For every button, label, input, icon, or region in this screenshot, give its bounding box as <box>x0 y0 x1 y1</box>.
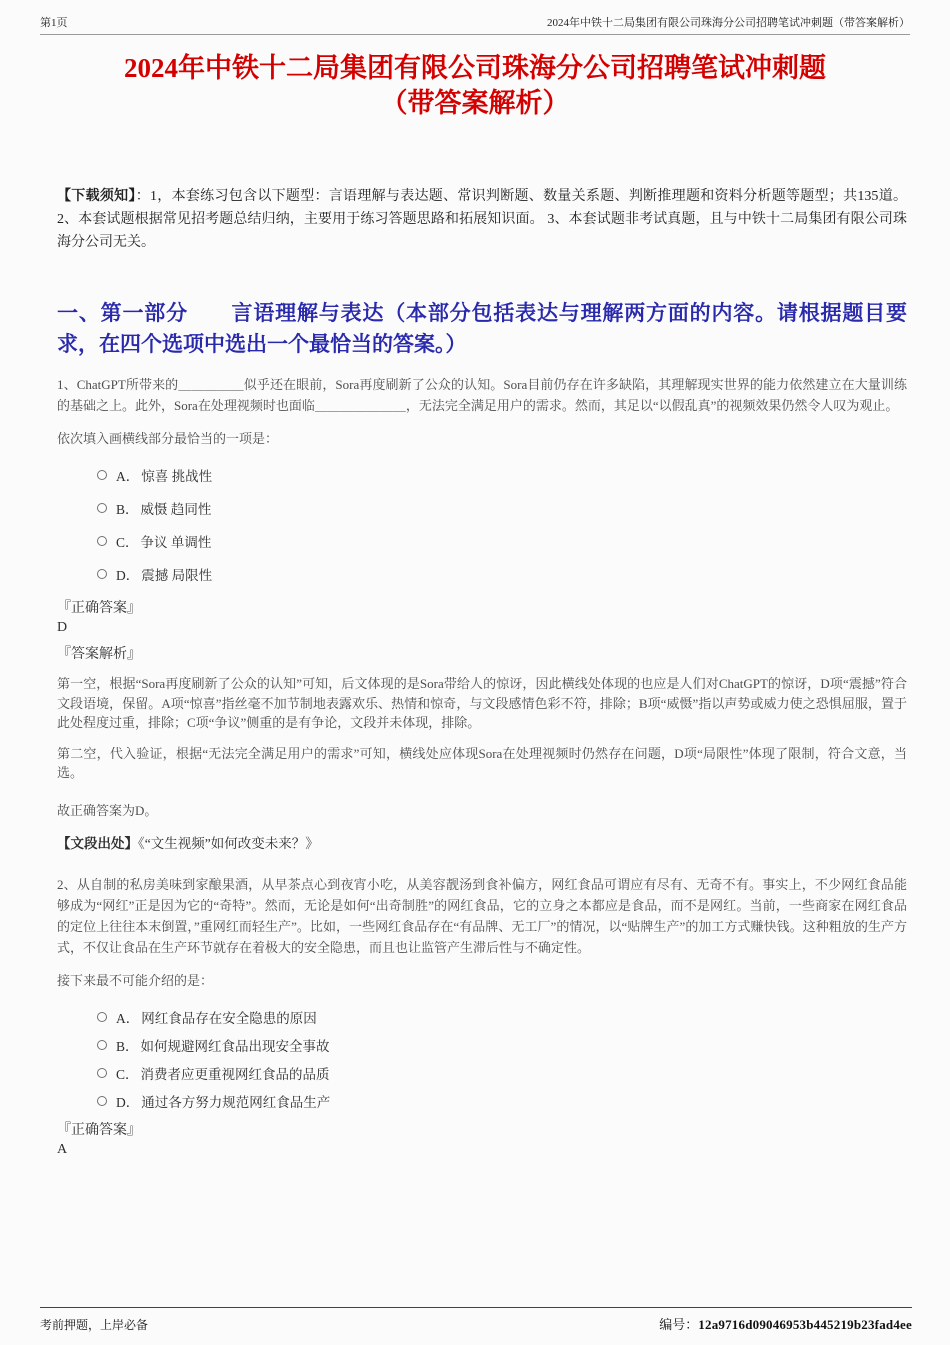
option-row-a <box>97 1007 907 1027</box>
option-label: D． <box>116 1094 140 1110</box>
section-heading: 一、第一部分 言语理解与表达（本部分包括表达与理解两方面的内容。请根据题目要求，在四个选项中选出一个最恰当的答案。） <box>57 301 907 356</box>
analysis-paragraph-1: 第一空，根据“Sora再度刷新了公众的认知”可知，后文体现的是Sora带给人的惊讶，因此横线处体现的也应是人们对ChatGPT的惊讶，D项“震撼”符合文段语境，保留。A项“惊喜”指丝毫不加节制地表露欢乐、热情和惊奇，与文段感情色彩不符，排除；B项“威慑”指以声势或威力使之恐惧屈服，置于此处程度过重，排除；C项“争议”侧重的是有争论，文段并未体现，排除。 <box>57 676 907 730</box>
radio-button[interactable] <box>97 503 107 513</box>
document-title <box>40 51 910 121</box>
question-1 <box>57 374 907 852</box>
option-label: D． <box>116 568 140 583</box>
option-label: A． <box>116 469 140 484</box>
download-notice <box>57 185 907 254</box>
analysis-paragraph-2: 第二空，代入验证，根据“无法完全满足用户的需求”可知，横线处应体现Sora在处理视频时仍然存在问题，D项“局限性”体现了限制，符合文意，当选。 <box>57 745 907 780</box>
page-number: 第1页 <box>40 17 68 29</box>
option-label: B． <box>116 502 139 517</box>
option-text: 网红食品存在安全隐患的原因 <box>141 1010 317 1026</box>
radio-button[interactable] <box>97 1012 107 1022</box>
radio-button[interactable] <box>97 1096 107 1106</box>
option-text: 如何规避网红食品出现安全事故 <box>140 1038 330 1054</box>
option-label: B． <box>116 1038 139 1054</box>
option-label: C． <box>116 535 139 550</box>
footer-serial-label: 编号： <box>659 1317 699 1332</box>
option-text: 惊喜 挑战性 <box>141 469 213 484</box>
question-1-options <box>97 465 907 584</box>
download-notice-label: 【下载须知】 <box>57 189 136 204</box>
question-1-prompt: 依次填入画横线部分最恰当的一项是： <box>57 431 279 446</box>
footer-serial-value: 12a9716d09046953b445219b23fad4ee <box>698 1317 912 1332</box>
question-1-stem: 1、ChatGPT所带来的＿＿＿＿＿似乎还在眼前，Sora再度刷新了公众的认知。Sora目前仍存在许多缺陷，其理解现实世界的能力依然建立在大量训练的基础之上。此外，Sora在处理视频时也面临＿＿＿＿＿＿＿，无法完全满足用户的需求。然而，其足以“以假乱真”的视频效果仍然令人叹为观止。 <box>57 377 907 413</box>
option-row-c <box>97 1063 907 1083</box>
option-label: A． <box>116 1010 140 1026</box>
radio-button[interactable] <box>97 536 107 546</box>
document-title-line2: （带答案解析） <box>380 88 570 118</box>
analysis-label: 『答案解析』 <box>57 647 141 662</box>
passage-source-title: 《“文生视频”如何改变未来？》 <box>138 835 319 851</box>
analysis-conclusion: 故正确答案为D。 <box>57 802 158 818</box>
option-row-b <box>97 498 907 518</box>
correct-answer-label: 『正确答案』 <box>57 1122 141 1138</box>
passage-source-label: 【文段出处】 <box>57 835 138 851</box>
option-text: 震撼 局限性 <box>141 568 213 583</box>
document-content <box>57 185 907 1158</box>
option-text: 争议 单调性 <box>140 535 212 550</box>
correct-answer-value: D <box>57 620 68 635</box>
header-doc-title: 2024年中铁十二局集团有限公司珠海分公司招聘笔试冲刺题（带答案解析） <box>547 17 910 29</box>
radio-button[interactable] <box>97 569 107 579</box>
option-text: 威慑 趋同性 <box>140 502 212 517</box>
passage-source <box>57 832 907 852</box>
download-notice-text: ：1，本套练习包含以下题型：言语理解与表达题、常识判断题、数量关系题、判断推理题和资料分析题等题型；共135道。 2、本套试题根据常见招考题总结归纳，主要用于练习答题思路和拓展知识面。 3、本套试题非考试真题，且与中铁十二局集团有限公司珠海分公司无关。 <box>57 189 908 250</box>
question-2-options <box>97 1007 907 1111</box>
radio-button[interactable] <box>97 1068 107 1078</box>
option-row-a <box>97 465 907 485</box>
radio-button[interactable] <box>97 1040 107 1050</box>
option-text: 消费者应更重视网红食品的品质 <box>140 1066 330 1082</box>
question-2 <box>57 874 907 1158</box>
correct-answer-label: 『正确答案』 <box>57 601 141 616</box>
option-text: 通过各方努力规范网红食品生产 <box>141 1094 331 1110</box>
footer-serial <box>659 1314 912 1333</box>
question-2-stem: 2、从自制的私房美味到家酿果酒，从早茶点心到夜宵小吃，从美容靓汤到食补偏方，网红食品可谓应有尽有、无奇不有。事实上，不少网红食品能够成为“网红”正是因为它的“奇特”。然而，无论是如何“出奇制胜”的网红食品，它的立身之本都应是食品，而不是网红。当前，一些商家在网红食品的定位上往往本末倒置，”重网红而轻生产”。比如，一些网红食品存在“有品牌、无工厂”的情况，以“贴牌生产”的加工方式赚快钱。这种粗放的生产方式，不仅让食品在生产环节就存在着极大的安全隐患，而且也让监管产生滞后性与不确定性。 <box>57 876 907 955</box>
option-row-c <box>97 531 907 551</box>
footer-slogan: 考前押题，上岸必备 <box>40 1318 149 1332</box>
document-title-line1: 2024年中铁十二局集团有限公司珠海分公司招聘笔试冲刺题 <box>124 53 826 83</box>
page-header <box>40 14 910 35</box>
radio-button[interactable] <box>97 470 107 480</box>
option-row-b <box>97 1035 907 1055</box>
option-row-d <box>97 564 907 584</box>
option-label: C． <box>116 1066 139 1082</box>
option-row-d <box>97 1091 907 1111</box>
correct-answer-value: A <box>57 1141 68 1157</box>
question-2-prompt: 接下来最不可能介绍的是： <box>57 972 214 988</box>
page-footer <box>40 1307 912 1333</box>
